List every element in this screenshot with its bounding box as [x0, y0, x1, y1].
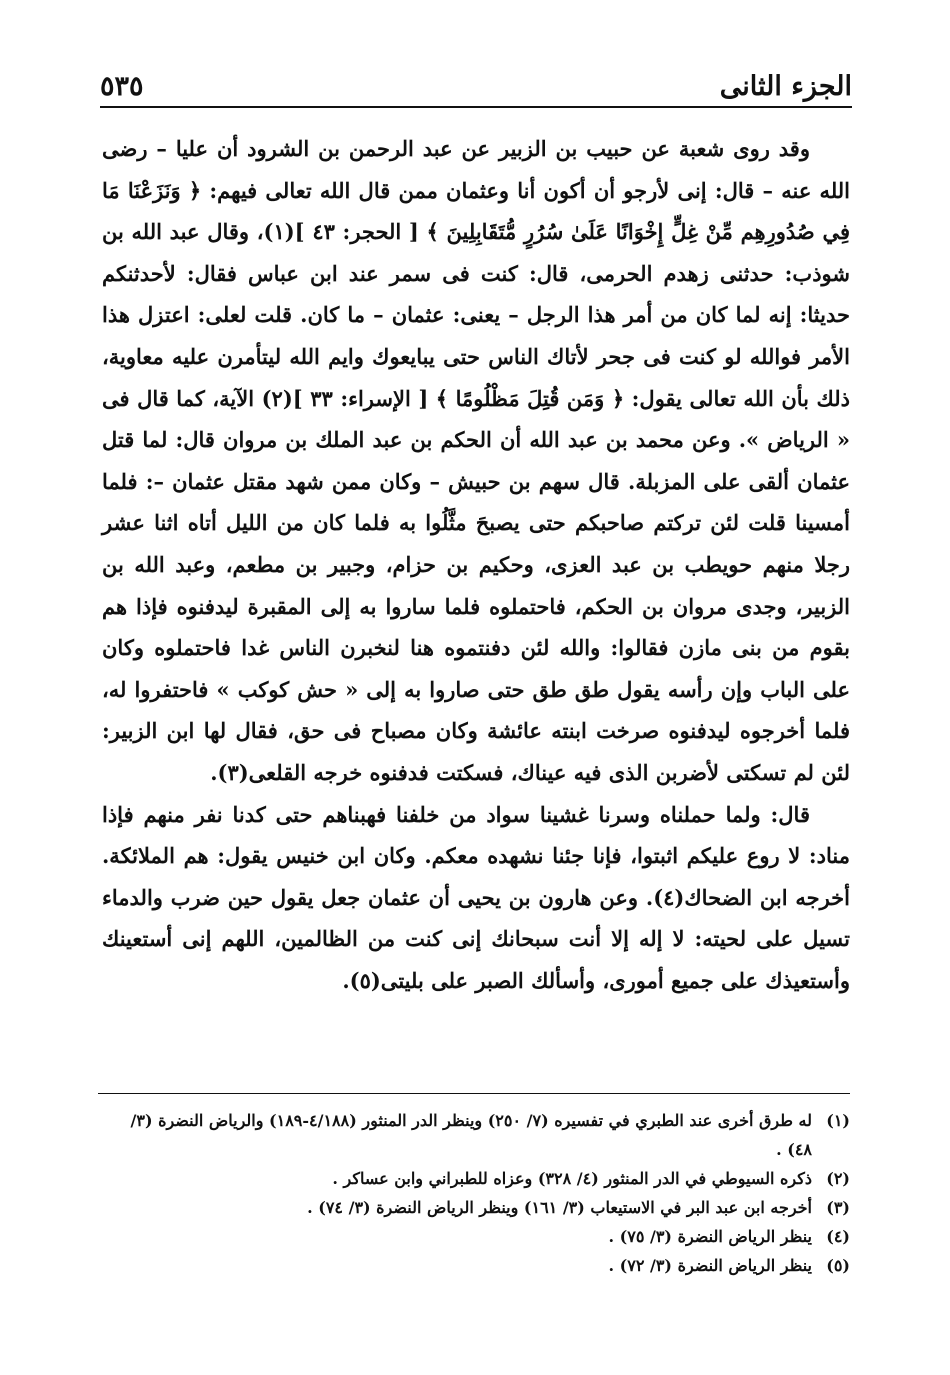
footnote: [102, 1193, 850, 1222]
running-title: الجزء الثانى: [719, 71, 852, 102]
footnote-divider: [98, 1093, 850, 1094]
footnote-number: (٢): [826, 1169, 850, 1188]
page-number: ٥٣٥: [100, 71, 144, 102]
footnote-text: أخرجه ابن عبد البر في الاستيعاب (٣/ ١٦١) وينظر الرياض النضرة (٣/ ٧٤) .: [307, 1198, 812, 1217]
paragraph: وقد روى شعبة عن حبيب بن الزبير عن عبد الرحمن بن الشرود أن عليا – رضى الله عنه – قال: إنى لأرجو أن أكون أنا وعثمان ممن قال الله تعالى فيهم: ﴿ وَنَزَعْنَا مَا فِي صُدُورِهِم مِّنْ غِلٍّ إِخْوَانًا عَلَىٰ سُرُرٍ مُّتَقَابِلِينَ ﴾ [ الحجر: ٤٣ ](١)، وقال عبد الله بن شوذب: حدثنى زهدم الحرمى، قال: كنت فى سمر عند ابن عباس فقال: لأحدثنكم حديثا: إنه لما كان من أمر هذا الرجل – يعنى: عثمان – ما كان. قلت لعلى: اعتزل هذا الأمر فوالله لو كنت فى جحر لأتاك الناس حتى يبايعوك وايم الله ليتأمرن عليه معاوية، ذلك بأن الله تعالى يقول: ﴿ وَمَن قُتِلَ مَظْلُومًا ﴾ [ الإسراء: ٣٣ ](٢) الآية، كما قال فى « الرياض ». وعن محمد بن عبد الله أن الحكم بن عبد الملك بن مروان قال: لما قتل عثمان ألقى على المزبلة. قال سهم بن حبيش – وكان ممن شهد مقتل عثمان –: فلما أمسينا قلت لئن تركتم صاحبكم حتى يصبحَ مثَّلُوا به فلما كان من الليل أتاه اثنا عشر رجلا منهم حويطب بن عبد العزى، وحكيم بن حزام، وجبير بن مطعم، وعبد الله بن الزبير، وجدى مروان بن الحكم، فاحتملوه فلما ساروا به إلى المقبرة ليدفنوه فإذا هم بقوم من بنى مازن فقالوا: والله لئن دفنتموه هنا لنخبرن الناس غدا فاحتملوه وكان على الباب وإن رأسه يقول طق طق حتى صاروا به إلى « حش كوكب » فاحتفروا له، فلما أخرجوه ليدفنوه صرخت ابنته عائشة وكان مصباح فى حق، فقال لها ابن الزبير: لئن لم تسكتى لأضربن الذى فيه عيناك، فسكتت فدفنوه خرجه القلعى(٣).: [102, 136, 850, 785]
paragraph: قال: ولما حملناه وسرنا غشينا سواد من خلفنا فهبناهم حتى كدنا نفر منهم فإذا مناد: لا روع عليكم اثبتوا، فإنا جئنا نشهده معكم. وكان ابن خنيس يقول: هم الملائكة. أخرجه ابن الضحاك(٤). وعن هارون بن يحيى أن عثمان جعل يقول حين ضرب والدماء تسيل على لحيته: لا إله إلا أنت سبحانك إنى كنت من الظالمين، اللهم إنى أستعينك وأستعيذك على جميع أمورى، وأسألك الصبر على بليتى(٥).: [102, 801, 850, 993]
footnote: [102, 1222, 850, 1251]
footnote: [102, 1106, 850, 1164]
footnote-number: (٤): [826, 1227, 850, 1246]
footnotes: [102, 1106, 850, 1280]
footnote: [102, 1164, 850, 1193]
footnote: [102, 1251, 850, 1280]
footnote-number: (٣): [826, 1198, 850, 1217]
footnote-text: ذكره السيوطي في الدر المنثور (٤/ ٣٢٨) وعزاه للطبراني وابن عساكر .: [332, 1169, 812, 1188]
footnote-text: له طرق أخرى عند الطبري في تفسيره (٧/ ٢٥٠) وينظر الدر المنثور (٤/١٨٨-١٨٩) والرياض النضرة (٣/ ٤٨) .: [130, 1111, 812, 1159]
footnote-number: (١): [826, 1111, 850, 1130]
page-header: [100, 52, 852, 102]
header-divider: [100, 106, 852, 108]
main-text: [102, 128, 850, 1001]
footnote-text: ينظر الرياض النضرة (٣/ ٧٢) .: [608, 1256, 812, 1275]
footnote-text: ينظر الرياض النضرة (٣/ ٧٥) .: [608, 1227, 812, 1246]
footnote-number: (٥): [826, 1256, 850, 1275]
